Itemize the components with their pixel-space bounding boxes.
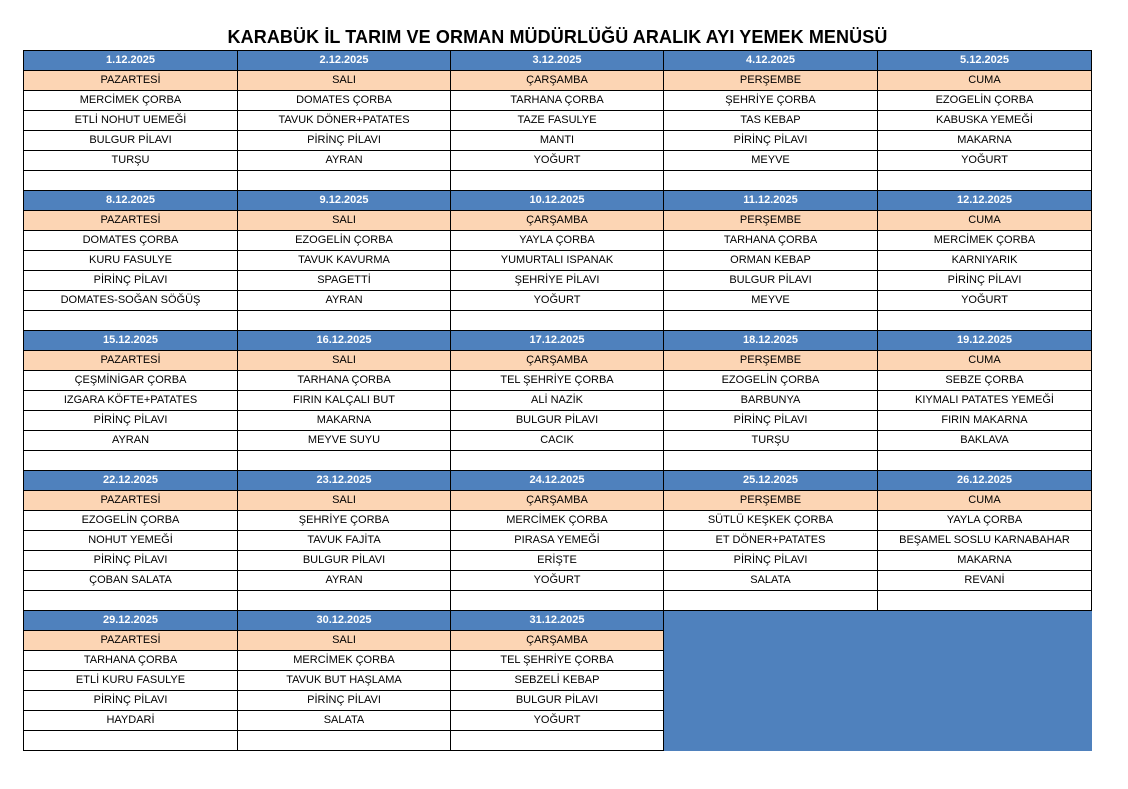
meal-row xyxy=(24,251,1092,271)
date-cell: 12.12.2025 xyxy=(878,191,1092,211)
empty-cell xyxy=(238,731,451,751)
meal-cell: MANTI xyxy=(451,131,664,151)
meal-cell: MERCİMEK ÇORBA xyxy=(878,231,1092,251)
meal-cell: PİRİNÇ PİLAVI xyxy=(24,551,238,571)
meal-cell: AYRAN xyxy=(24,431,238,451)
meal-cell: YAYLA ÇORBA xyxy=(451,231,664,251)
weekday-cell: PAZARTESİ xyxy=(24,631,238,651)
date-cell: 26.12.2025 xyxy=(878,471,1092,491)
meal-cell: AYRAN xyxy=(238,291,451,311)
meal-cell: KURU FASULYE xyxy=(24,251,238,271)
meal-cell: HAYDARİ xyxy=(24,711,238,731)
week-date-row xyxy=(24,611,1092,631)
meal-cell: TAZE FASULYE xyxy=(451,111,664,131)
empty-cell xyxy=(878,311,1092,331)
empty-cell xyxy=(451,451,664,471)
weekday-cell: SALI xyxy=(238,351,451,371)
meal-cell: BEŞAMEL SOSLU KARNABAHAR xyxy=(878,531,1092,551)
meal-cell: BAKLAVA xyxy=(878,431,1092,451)
date-cell: 2.12.2025 xyxy=(238,51,451,71)
meal-row xyxy=(24,111,1092,131)
meal-cell: PİRİNÇ PİLAVI xyxy=(238,691,451,711)
meal-cell: BULGUR PİLAVI xyxy=(451,691,664,711)
empty-cell xyxy=(238,171,451,191)
empty-cell xyxy=(24,311,238,331)
meal-cell: ALİ NAZİK xyxy=(451,391,664,411)
date-cell: 18.12.2025 xyxy=(664,331,878,351)
meal-cell: CACIK xyxy=(451,431,664,451)
empty-cell xyxy=(24,731,238,751)
meal-cell: YOĞURT xyxy=(451,571,664,591)
meal-cell: ETLİ NOHUT UEMEĞİ xyxy=(24,111,238,131)
meal-cell: BULGUR PİLAVI xyxy=(238,551,451,571)
empty-cell xyxy=(878,451,1092,471)
meal-cell: YOĞURT xyxy=(878,291,1092,311)
meal-cell: MAKARNA xyxy=(878,551,1092,571)
meal-cell: YAYLA ÇORBA xyxy=(878,511,1092,531)
meal-cell: NOHUT YEMEĞİ xyxy=(24,531,238,551)
meal-row xyxy=(24,271,1092,291)
weekday-cell: PERŞEMBE xyxy=(664,211,878,231)
week-spacer-row xyxy=(24,451,1092,471)
weekday-cell: ÇARŞAMBA xyxy=(451,211,664,231)
empty-cell xyxy=(664,311,878,331)
empty-cell xyxy=(238,451,451,471)
meal-cell: MEYVE xyxy=(664,291,878,311)
meal-cell: TAVUK DÖNER+PATATES xyxy=(238,111,451,131)
meal-cell: BARBUNYA xyxy=(664,391,878,411)
week-day-row xyxy=(24,211,1092,231)
meal-cell: FIRIN KALÇALI BUT xyxy=(238,391,451,411)
meal-cell: KIYMALI PATATES YEMEĞİ xyxy=(878,391,1092,411)
weekday-cell: PERŞEMBE xyxy=(664,491,878,511)
meal-cell: PİRİNÇ PİLAVI xyxy=(24,271,238,291)
meal-cell: TURŞU xyxy=(664,431,878,451)
weekday-cell: SALI xyxy=(238,631,451,651)
meal-cell: PİRİNÇ PİLAVI xyxy=(664,131,878,151)
meal-cell: MERCİMEK ÇORBA xyxy=(451,511,664,531)
meal-cell: TAVUK KAVURMA xyxy=(238,251,451,271)
meal-row xyxy=(24,291,1092,311)
meal-cell: KARNIYARIK xyxy=(878,251,1092,271)
date-cell: 16.12.2025 xyxy=(238,331,451,351)
meal-row xyxy=(24,391,1092,411)
meal-cell: FIRIN MAKARNA xyxy=(878,411,1092,431)
meal-cell: IZGARA KÖFTE+PATATES xyxy=(24,391,238,411)
meal-cell: AYRAN xyxy=(238,571,451,591)
meal-cell: ŞEHRİYE PİLAVI xyxy=(451,271,664,291)
week-day-row xyxy=(24,491,1092,511)
empty-cell xyxy=(451,311,664,331)
meal-cell: YOĞURT xyxy=(451,151,664,171)
meal-cell: YOĞURT xyxy=(451,291,664,311)
date-cell: 30.12.2025 xyxy=(238,611,451,631)
empty-cell xyxy=(24,451,238,471)
weekday-cell: PAZARTESİ xyxy=(24,211,238,231)
weekday-cell: PAZARTESİ xyxy=(24,71,238,91)
empty-cell xyxy=(878,591,1092,611)
meal-cell: SÜTLÜ KEŞKEK ÇORBA xyxy=(664,511,878,531)
date-cell: 10.12.2025 xyxy=(451,191,664,211)
meal-cell: BULGUR PİLAVI xyxy=(451,411,664,431)
meal-cell: PIRASA YEMEĞİ xyxy=(451,531,664,551)
meal-cell: PİRİNÇ PİLAVI xyxy=(664,411,878,431)
meal-cell: SALATA xyxy=(238,711,451,731)
meal-cell: ORMAN KEBAP xyxy=(664,251,878,271)
empty-cell xyxy=(451,171,664,191)
meal-cell: ÇOBAN SALATA xyxy=(24,571,238,591)
date-cell: 22.12.2025 xyxy=(24,471,238,491)
meal-cell: EZOGELİN ÇORBA xyxy=(24,511,238,531)
meal-cell: PİRİNÇ PİLAVI xyxy=(24,411,238,431)
empty-cell xyxy=(664,171,878,191)
date-cell: 8.12.2025 xyxy=(24,191,238,211)
date-cell: 19.12.2025 xyxy=(878,331,1092,351)
empty-cell xyxy=(238,311,451,331)
meal-cell: YOĞURT xyxy=(451,711,664,731)
empty-cell xyxy=(878,171,1092,191)
empty-cell xyxy=(451,731,664,751)
date-cell: 24.12.2025 xyxy=(451,471,664,491)
empty-cell xyxy=(664,591,878,611)
meal-cell: PİRİNÇ PİLAVI xyxy=(24,691,238,711)
meal-row xyxy=(24,411,1092,431)
meal-cell: TARHANA ÇORBA xyxy=(238,371,451,391)
weekday-cell: SALI xyxy=(238,211,451,231)
weekday-cell: ÇARŞAMBA xyxy=(451,491,664,511)
menu-table xyxy=(23,50,1092,751)
weekday-cell: SALI xyxy=(238,491,451,511)
meal-row xyxy=(24,571,1092,591)
meal-cell: SEBZE ÇORBA xyxy=(878,371,1092,391)
meal-cell: MAKARNA xyxy=(878,131,1092,151)
meal-cell: ŞEHRİYE ÇORBA xyxy=(664,91,878,111)
meal-cell: SALATA xyxy=(664,571,878,591)
week-date-row xyxy=(24,51,1092,71)
date-cell: 4.12.2025 xyxy=(664,51,878,71)
meal-row xyxy=(24,131,1092,151)
meal-cell: MEYVE xyxy=(664,151,878,171)
meal-cell: ERİŞTE xyxy=(451,551,664,571)
date-cell: 15.12.2025 xyxy=(24,331,238,351)
meal-cell: TAVUK BUT HAŞLAMA xyxy=(238,671,451,691)
weekday-cell: ÇARŞAMBA xyxy=(451,71,664,91)
empty-cell xyxy=(451,591,664,611)
meal-cell: TARHANA ÇORBA xyxy=(24,651,238,671)
meal-cell: BULGUR PİLAVI xyxy=(24,131,238,151)
meal-cell: SEBZELİ KEBAP xyxy=(451,671,664,691)
date-cell: 11.12.2025 xyxy=(664,191,878,211)
date-cell: 23.12.2025 xyxy=(238,471,451,491)
meal-row xyxy=(24,91,1092,111)
meal-row xyxy=(24,551,1092,571)
week-date-row xyxy=(24,191,1092,211)
meal-cell: DOMATES ÇORBA xyxy=(24,231,238,251)
date-cell: 29.12.2025 xyxy=(24,611,238,631)
week-spacer-row xyxy=(24,591,1092,611)
weekday-cell: PAZARTESİ xyxy=(24,351,238,371)
date-cell: 31.12.2025 xyxy=(451,611,664,631)
meal-row xyxy=(24,151,1092,171)
meal-cell: ŞEHRİYE ÇORBA xyxy=(238,511,451,531)
meal-cell: EZOGELİN ÇORBA xyxy=(878,91,1092,111)
page-title: KARABÜK İL TARIM VE ORMAN MÜDÜRLÜĞÜ ARALIK AYI YEMEK MENÜSÜ xyxy=(227,27,888,47)
meal-row xyxy=(24,231,1092,251)
meal-cell: ETLİ KURU FASULYE xyxy=(24,671,238,691)
meal-cell: KABUSKA YEMEĞİ xyxy=(878,111,1092,131)
meal-cell: MEYVE SUYU xyxy=(238,431,451,451)
week-spacer-row xyxy=(24,171,1092,191)
meal-cell: YOĞURT xyxy=(878,151,1092,171)
weekday-cell: CUMA xyxy=(878,211,1092,231)
meal-cell: TURŞU xyxy=(24,151,238,171)
meal-cell: REVANİ xyxy=(878,571,1092,591)
weekday-cell: SALI xyxy=(238,71,451,91)
date-cell: 1.12.2025 xyxy=(24,51,238,71)
meal-cell: DOMATES-SOĞAN SÖĞÜŞ xyxy=(24,291,238,311)
meal-cell: MAKARNA xyxy=(238,411,451,431)
empty-cell xyxy=(238,591,451,611)
meal-cell: SPAGETTİ xyxy=(238,271,451,291)
week-date-row xyxy=(24,331,1092,351)
weekday-cell: ÇARŞAMBA xyxy=(451,351,664,371)
week-date-row xyxy=(24,471,1092,491)
date-cell: 3.12.2025 xyxy=(451,51,664,71)
week-spacer-row xyxy=(24,311,1092,331)
date-cell: 17.12.2025 xyxy=(451,331,664,351)
meal-cell: DOMATES ÇORBA xyxy=(238,91,451,111)
meal-cell: TEL ŞEHRİYE ÇORBA xyxy=(451,651,664,671)
meal-cell: ET DÖNER+PATATES xyxy=(664,531,878,551)
meal-cell: YUMURTALI ISPANAK xyxy=(451,251,664,271)
date-cell: 9.12.2025 xyxy=(238,191,451,211)
weekday-cell: PERŞEMBE xyxy=(664,71,878,91)
empty-cell xyxy=(664,451,878,471)
meal-cell: TEL ŞEHRİYE ÇORBA xyxy=(451,371,664,391)
meal-cell: EZOGELİN ÇORBA xyxy=(664,371,878,391)
empty-cell xyxy=(24,171,238,191)
meal-row xyxy=(24,371,1092,391)
meal-cell: PİRİNÇ PİLAVI xyxy=(238,131,451,151)
weekday-cell: CUMA xyxy=(878,71,1092,91)
week-day-row xyxy=(24,351,1092,371)
meal-cell: MERCİMEK ÇORBA xyxy=(24,91,238,111)
meal-cell: EZOGELİN ÇORBA xyxy=(238,231,451,251)
weekday-cell: PAZARTESİ xyxy=(24,491,238,511)
weekday-cell: ÇARŞAMBA xyxy=(451,631,664,651)
week-day-row xyxy=(24,71,1092,91)
meal-cell: TARHANA ÇORBA xyxy=(451,91,664,111)
weekday-cell: CUMA xyxy=(878,491,1092,511)
unused-grid-area xyxy=(664,611,1092,751)
meal-cell: TARHANA ÇORBA xyxy=(664,231,878,251)
meal-cell: TAVUK FAJİTA xyxy=(238,531,451,551)
meal-cell: MERCİMEK ÇORBA xyxy=(238,651,451,671)
meal-row xyxy=(24,511,1092,531)
meal-cell: ÇEŞMİNİGAR ÇORBA xyxy=(24,371,238,391)
meal-row xyxy=(24,531,1092,551)
date-cell: 25.12.2025 xyxy=(664,471,878,491)
weekday-cell: PERŞEMBE xyxy=(664,351,878,371)
meal-cell: BULGUR PİLAVI xyxy=(664,271,878,291)
weekday-cell: CUMA xyxy=(878,351,1092,371)
empty-cell xyxy=(24,591,238,611)
meal-cell: AYRAN xyxy=(238,151,451,171)
meal-cell: PİRİNÇ PİLAVI xyxy=(878,271,1092,291)
date-cell: 5.12.2025 xyxy=(878,51,1092,71)
meal-cell: PİRİNÇ PİLAVI xyxy=(664,551,878,571)
meal-row xyxy=(24,431,1092,451)
meal-cell: TAS KEBAP xyxy=(664,111,878,131)
